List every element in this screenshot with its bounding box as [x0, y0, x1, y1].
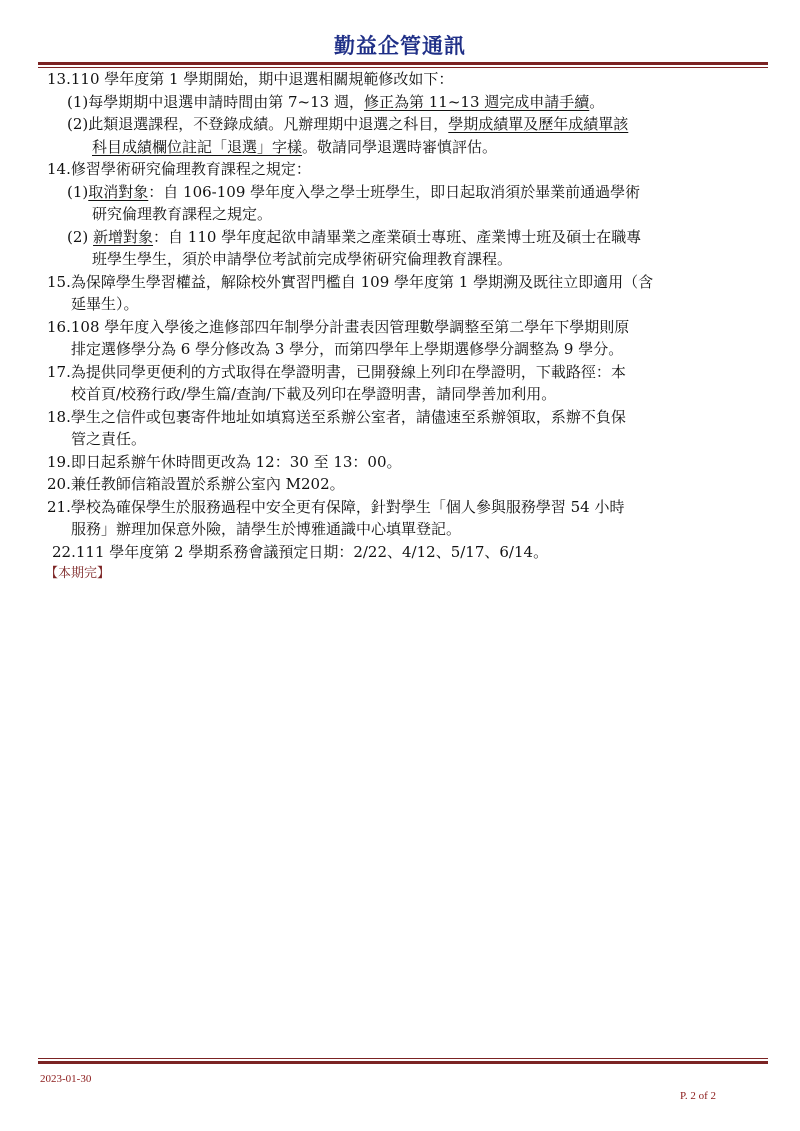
item-13-sub-2-cont — [47, 136, 767, 159]
item-19 — [47, 451, 767, 474]
item-14-sub-1-text: ：自 106-109 學年度入學之學士班學生，即日起取消須於畢業前通過學術 — [148, 182, 641, 201]
footer-date: 2023-01-30 — [40, 1073, 92, 1085]
item-18-line-2: 管之責任。 — [71, 430, 147, 448]
item-20 — [47, 473, 767, 496]
newsletter-title: 勤益企管通訊 — [334, 34, 466, 58]
announcement-list — [47, 68, 767, 586]
item-20-line-1: 20.兼任教師信箱設置於系辦公室內 M202。 — [47, 475, 345, 493]
item-21-line-2: 服務」辦理加保意外險，請學生於博雅通識中心填單登記。 — [71, 520, 462, 538]
item-13-sub-1-text: (1)每學期期中退選申請時間由第 7~13 週， — [67, 92, 364, 111]
item-17-line-1: 17.為提供同學更便利的方式取得在學證明書，已開發線上列印在學證明，下載路徑：本 — [47, 362, 626, 381]
item-13-sub-2-end: 。敬請同學退選時審慎評估。 — [302, 137, 498, 156]
header-rule-thick — [38, 62, 768, 65]
item-17 — [47, 361, 767, 406]
item-13-sub-2 — [47, 113, 767, 136]
item-16-line-2: 排定選修學分為 6 學分修改為 3 學分，而第四學年上學期選修學分調整為 9 學分。 — [71, 340, 624, 358]
item-14-sub-2 — [47, 226, 767, 249]
item-15 — [47, 271, 767, 316]
item-14-lead: 14.修習學術研究倫理教育課程之規定： — [47, 160, 311, 178]
item-15-line-1: 15.為保障學生學習權益，解除校外實習門檻自 109 學年度第 1 學期溯及既往立即適用（含 — [47, 272, 654, 291]
item-14-sub-2-cont: 班學生學生，須於申請學位考試前完成學術研究倫理教育課程。 — [92, 250, 513, 268]
item-21 — [47, 496, 767, 541]
item-13-sub-2-text: (2)此類退選課程，不登錄成績。凡辦理期中退選之科目， — [67, 115, 449, 133]
item-13-sub-2-underlined-cont: 科目成績欄位註記「退選」字樣 — [92, 137, 303, 156]
item-19-line-1: 19.即日起系辦午休時間更改為 12：30 至 13：00。 — [47, 452, 402, 471]
item-13-sub-2-underlined: 學期成績單及歷年成績單該 — [448, 115, 629, 133]
item-15-line-2: 延畢生）。 — [71, 295, 139, 313]
item-14-sub-2-underlined: 新增對象 — [93, 227, 154, 246]
item-14-sub-2-num: (2) — [67, 227, 94, 246]
item-14-sub-1 — [47, 181, 767, 204]
item-13-sub-1-underlined: 修正為第 11~13 週完成申請手續 — [363, 92, 590, 111]
item-22-line-1: 22.111 學年度第 2 學期系務會議預定日期：2/22、4/12、5/17、6/14。 — [52, 542, 549, 561]
item-13 — [47, 68, 767, 158]
item-14-sub-1-underlined: 取消對象 — [88, 182, 149, 201]
item-13-sub-1 — [47, 91, 767, 114]
item-14-sub-1-num: (1) — [67, 182, 89, 201]
item-18 — [47, 406, 767, 451]
item-18-line-1: 18.學生之信件或包裹寄件地址如填寫送至系辦公室者，請儘速至系辦領取，系辦不負保 — [47, 407, 626, 426]
item-22 — [47, 541, 767, 564]
item-13-sub-1-end: 。 — [589, 92, 605, 111]
item-13-lead: 13.110 學年度第 1 學期開始，期中退選相關規範修改如下： — [47, 70, 454, 88]
end-of-issue-mark: 【本期完】 — [45, 566, 111, 581]
item-14 — [47, 158, 767, 271]
page-number: P. 2 of 2 — [680, 1090, 717, 1102]
footer-rule-thick — [38, 1061, 768, 1064]
item-14-sub-2-text: ：自 110 學年度起欲申請畢業之產業碩士專班、產業博士班及碩士在職專 — [153, 227, 642, 246]
item-17-line-2: 校首頁/校務行政/學生篇/查詢/下載及列印在學證明書，請同學善加利用。 — [71, 385, 557, 403]
item-14-sub-1-cont: 研究倫理教育課程之規定。 — [92, 205, 273, 223]
footer-rule-thin — [38, 1058, 768, 1059]
item-16 — [47, 316, 767, 361]
item-16-line-1: 16.108 學年度入學後之進修部四年制學分計畫表因管理數學調整至第二學年下學期則原 — [47, 317, 630, 336]
item-21-line-1: 21.學校為確保學生於服務過程中安全更有保障，針對學生「個人參與服務學習 54 小時 — [47, 497, 625, 516]
